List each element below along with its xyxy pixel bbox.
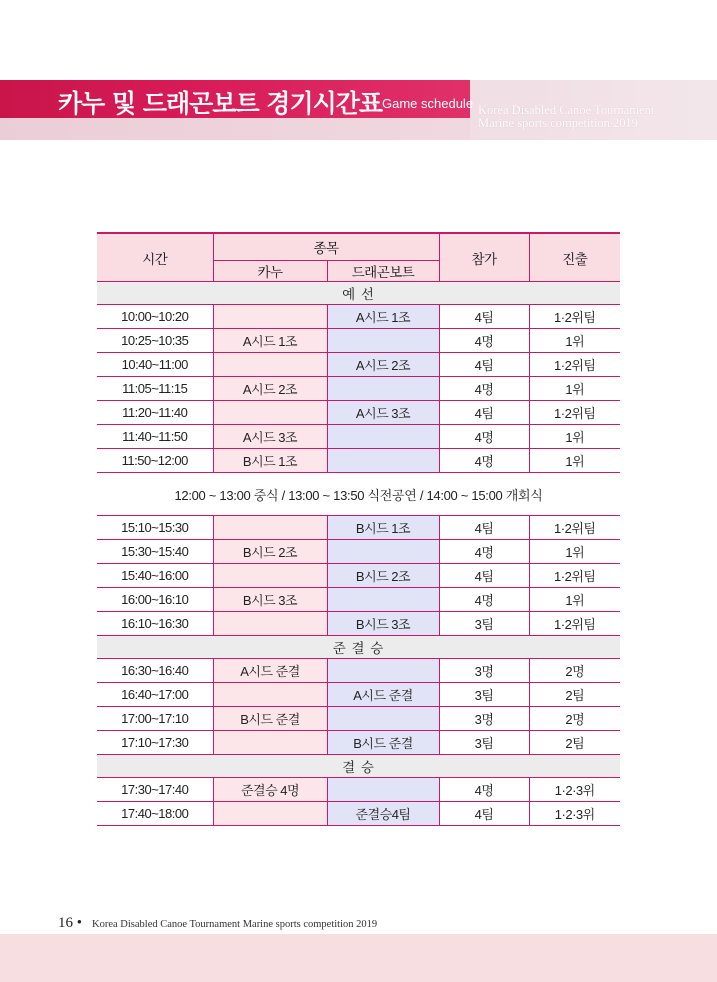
cell-dragon — [327, 659, 439, 683]
cell-participants: 4팀 — [439, 564, 529, 588]
cell-time: 10:25~10:35 — [97, 329, 213, 353]
schedule-table — [97, 232, 620, 826]
cell-canoe: A시드 1조 — [213, 329, 327, 353]
table-row — [97, 564, 620, 588]
table-row — [97, 401, 620, 425]
header-event: 종목 — [213, 233, 439, 261]
cell-advance: 1·2위팀 — [529, 612, 620, 636]
header-participants: 참가 — [439, 233, 529, 282]
cell-time: 17:00~17:10 — [97, 707, 213, 731]
cell-advance: 2명 — [529, 659, 620, 683]
cell-advance: 1·2위팀 — [529, 401, 620, 425]
subtitle-line-2: Marine sports competition 2019 — [478, 116, 639, 130]
section-title-row — [97, 636, 620, 659]
cell-time: 11:50~12:00 — [97, 449, 213, 473]
cell-dragon — [327, 449, 439, 473]
table-row — [97, 588, 620, 612]
cell-advance: 1위 — [529, 449, 620, 473]
table-row — [97, 425, 620, 449]
cell-canoe — [213, 731, 327, 755]
cell-dragon: A시드 3조 — [327, 401, 439, 425]
cell-participants: 3명 — [439, 659, 529, 683]
cell-canoe: B시드 3조 — [213, 588, 327, 612]
cell-time: 11:20~11:40 — [97, 401, 213, 425]
table-row — [97, 540, 620, 564]
table-body — [97, 282, 620, 826]
cell-advance: 1위 — [529, 425, 620, 449]
cell-time: 16:40~17:00 — [97, 683, 213, 707]
cell-dragon — [327, 588, 439, 612]
cell-participants: 4팀 — [439, 516, 529, 540]
cell-advance: 1·2·3위 — [529, 778, 620, 802]
cell-canoe — [213, 683, 327, 707]
cell-time: 17:40~18:00 — [97, 802, 213, 826]
cell-time: 11:40~11:50 — [97, 425, 213, 449]
cell-canoe — [213, 612, 327, 636]
table-row — [97, 329, 620, 353]
cell-time: 15:30~15:40 — [97, 540, 213, 564]
cell-participants: 4명 — [439, 449, 529, 473]
cell-dragon: B시드 2조 — [327, 564, 439, 588]
cell-dragon: A시드 1조 — [327, 305, 439, 329]
page-title: 카누 및 드래곤보트 경기시간표 — [58, 89, 383, 118]
section-title: 준 결 승 — [97, 636, 620, 659]
header-time: 시간 — [97, 233, 213, 282]
cell-canoe: 준결승 4명 — [213, 778, 327, 802]
cell-dragon — [327, 707, 439, 731]
cell-time: 16:00~16:10 — [97, 588, 213, 612]
table-row — [97, 449, 620, 473]
header-canoe: 카누 — [213, 261, 327, 282]
cell-canoe — [213, 516, 327, 540]
cell-dragon: A시드 2조 — [327, 353, 439, 377]
table-row — [97, 731, 620, 755]
cell-participants: 3팀 — [439, 683, 529, 707]
table-row — [97, 516, 620, 540]
cell-canoe — [213, 802, 327, 826]
cell-time: 16:30~16:40 — [97, 659, 213, 683]
cell-participants: 4팀 — [439, 802, 529, 826]
cell-dragon — [327, 377, 439, 401]
cell-canoe: B시드 2조 — [213, 540, 327, 564]
table-row — [97, 683, 620, 707]
subtitle-line-1: Korea Disabled Canoe Tournament — [478, 103, 655, 117]
section-title: 결 승 — [97, 755, 620, 778]
cell-advance: 2명 — [529, 707, 620, 731]
cell-advance: 1·2위팀 — [529, 353, 620, 377]
cell-participants: 3팀 — [439, 612, 529, 636]
cell-canoe — [213, 401, 327, 425]
cell-participants: 4명 — [439, 377, 529, 401]
cell-time: 17:30~17:40 — [97, 778, 213, 802]
cell-dragon: A시드 준결 — [327, 683, 439, 707]
section-title: 예 선 — [97, 282, 620, 305]
cell-participants: 4팀 — [439, 401, 529, 425]
cell-dragon: B시드 3조 — [327, 612, 439, 636]
cell-dragon — [327, 329, 439, 353]
cell-time: 15:10~15:30 — [97, 516, 213, 540]
cell-canoe — [213, 564, 327, 588]
cell-advance: 1·2위팀 — [529, 564, 620, 588]
cell-canoe: A시드 3조 — [213, 425, 327, 449]
cell-advance: 1위 — [529, 329, 620, 353]
cell-canoe — [213, 305, 327, 329]
cell-participants: 4명 — [439, 329, 529, 353]
footer-band — [0, 934, 717, 982]
cell-time: 17:10~17:30 — [97, 731, 213, 755]
cell-dragon — [327, 425, 439, 449]
table-row — [97, 377, 620, 401]
table-row — [97, 707, 620, 731]
table-row — [97, 802, 620, 826]
table-row — [97, 778, 620, 802]
table-row — [97, 659, 620, 683]
header-subtitle — [478, 104, 654, 130]
cell-time: 11:05~11:15 — [97, 377, 213, 401]
cell-participants: 3명 — [439, 707, 529, 731]
cell-canoe: A시드 2조 — [213, 377, 327, 401]
table-row — [97, 305, 620, 329]
table-row — [97, 353, 620, 377]
cell-time: 10:00~10:20 — [97, 305, 213, 329]
cell-canoe: A시드 준결 — [213, 659, 327, 683]
cell-participants: 4명 — [439, 540, 529, 564]
footer-text: Korea Disabled Canoe Tournament Marine sports competition 2019 — [92, 919, 378, 930]
cell-time: 10:40~11:00 — [97, 353, 213, 377]
cell-participants: 4팀 — [439, 353, 529, 377]
table-header — [97, 233, 620, 282]
cell-advance: 1·2위팀 — [529, 305, 620, 329]
cell-advance: 2팀 — [529, 731, 620, 755]
page-bullet: • — [76, 915, 83, 931]
cell-participants: 3팀 — [439, 731, 529, 755]
page-number — [58, 915, 82, 932]
break-notice: 12:00 ~ 13:00 중식 / 13:00 ~ 13:50 식전공연 / 14:00 ~ 15:00 개회식 — [97, 473, 620, 516]
break-notice-row — [97, 473, 620, 516]
cell-canoe: B시드 준결 — [213, 707, 327, 731]
cell-canoe: B시드 1조 — [213, 449, 327, 473]
cell-dragon: B시드 준결 — [327, 731, 439, 755]
cell-participants: 4명 — [439, 778, 529, 802]
header-advance: 진출 — [529, 233, 620, 282]
cell-dragon — [327, 540, 439, 564]
section-title-row — [97, 282, 620, 305]
cell-participants: 4명 — [439, 425, 529, 449]
cell-advance: 1위 — [529, 588, 620, 612]
header-bar-shadow — [0, 118, 470, 140]
cell-time: 16:10~16:30 — [97, 612, 213, 636]
cell-time: 15:40~16:00 — [97, 564, 213, 588]
cell-participants: 4명 — [439, 588, 529, 612]
header-dragon-boat: 드래곤보트 — [327, 261, 439, 282]
cell-advance: 1·2위팀 — [529, 516, 620, 540]
cell-advance: 2팀 — [529, 683, 620, 707]
cell-advance: 1위 — [529, 540, 620, 564]
cell-dragon: B시드 1조 — [327, 516, 439, 540]
page-number-value: 16 — [58, 915, 73, 931]
page-title-english: Game schedule — [382, 96, 474, 111]
cell-dragon: 준결승4팀 — [327, 802, 439, 826]
cell-participants: 4팀 — [439, 305, 529, 329]
cell-dragon — [327, 778, 439, 802]
cell-advance: 1·2·3위 — [529, 802, 620, 826]
section-title-row — [97, 755, 620, 778]
cell-canoe — [213, 353, 327, 377]
table-row — [97, 612, 620, 636]
cell-advance: 1위 — [529, 377, 620, 401]
